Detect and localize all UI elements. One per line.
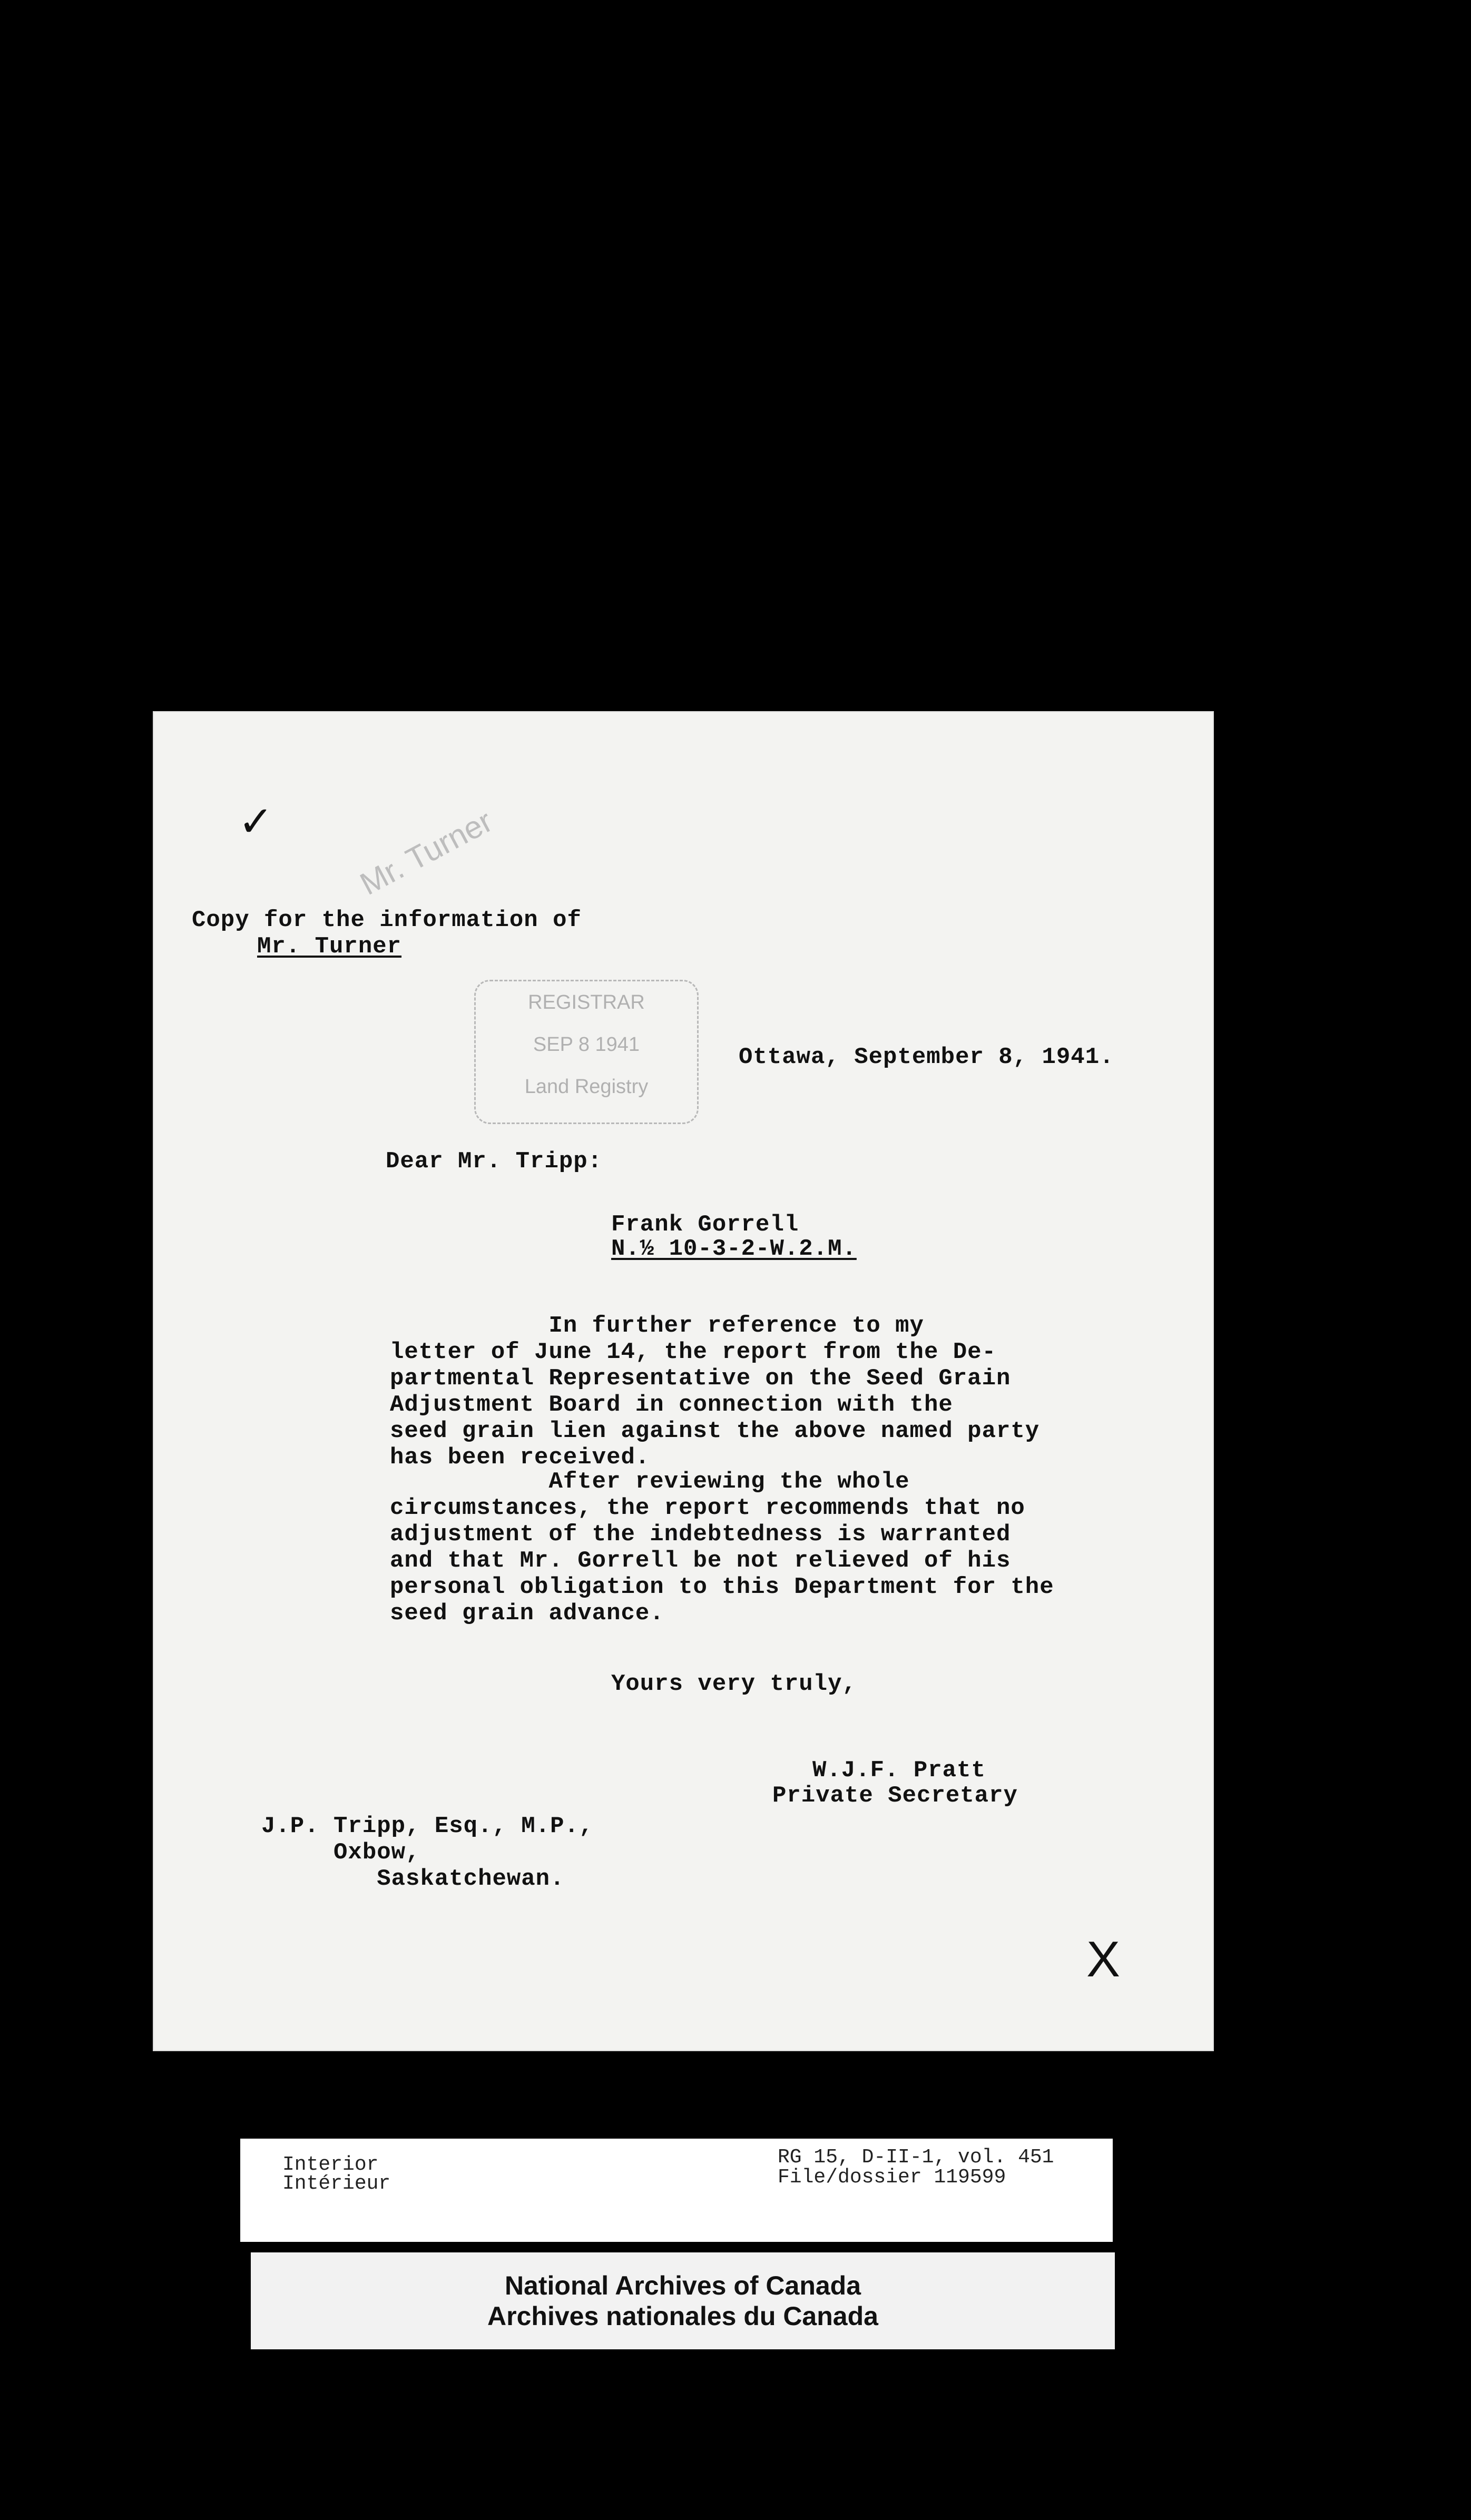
signer-title: Private Secretary (772, 1783, 1018, 1809)
recipient-address (261, 1813, 593, 1892)
paragraph-2 (390, 1469, 1054, 1627)
paragraph-1-line: In further reference to my (390, 1313, 924, 1339)
closing: Yours very truly, (611, 1671, 857, 1697)
dept-en: Interior (282, 2153, 379, 2176)
paragraph-2-line: personal obligation to this Department for the (390, 1574, 1054, 1600)
banner-en: National Archives of Canada (504, 2271, 861, 2300)
paragraph-1-line: has been received. (390, 1444, 650, 1471)
paragraph-2-line: circumstances, the report recommends that no (390, 1495, 1025, 1521)
paragraph-1 (390, 1313, 1039, 1471)
handwritten-note: Mr. Turner (354, 803, 498, 902)
subject-land: N.½ 10-3-2-W.2.M. (611, 1236, 857, 1262)
check-mark-icon: ✓ (238, 798, 274, 845)
paragraph-1-line: partmental Representative on the Seed Grain (390, 1365, 1011, 1392)
paragraph-1-line: Adjustment Board in connection with the (390, 1392, 953, 1418)
banner-fr: Archives nationales du Canada (487, 2301, 878, 2331)
paragraph-2-line: seed grain advance. (390, 1600, 664, 1627)
paragraph-1-line: seed grain lien against the above named party (390, 1418, 1040, 1444)
stamp-line-3: Land Registry (524, 1076, 649, 1098)
address-line: J.P. Tripp, Esq., M.P., (261, 1813, 594, 1839)
address-line: Saskatchewan. (261, 1866, 565, 1892)
stamp-line-1: REGISTRAR (528, 991, 645, 1013)
registry-stamp (474, 980, 699, 1124)
copy-name: Mr. Turner (257, 933, 402, 960)
corner-mark: X (1086, 1931, 1121, 1987)
copy-line: Copy for the information of (192, 907, 582, 933)
paragraph-1-line: letter of June 14, the report from the De- (390, 1339, 996, 1365)
subject-name: Frank Gorrell (611, 1212, 799, 1238)
dept-fr: Intérieur (282, 2172, 391, 2195)
ref-line-1: RG 15, D-II-1, vol. 451 (778, 2146, 1054, 2169)
archive-reference-label (240, 2139, 1113, 2242)
signer-name: W.J.F. Pratt (812, 1757, 986, 1784)
paragraph-2-line: and that Mr. Gorrell be not relieved of his (390, 1548, 1011, 1574)
ref-line-2: File/dossier 119599 (778, 2166, 1006, 2189)
letter-page (154, 712, 1213, 2050)
paragraph-2-line: adjustment of the indebtedness is warranted (390, 1521, 1011, 1548)
salutation: Dear Mr. Tripp: (386, 1148, 603, 1175)
date-line: Ottawa, September 8, 1941. (739, 1044, 1114, 1070)
archive-banner (251, 2252, 1115, 2349)
paragraph-2-line: After reviewing the whole (390, 1469, 910, 1495)
address-line: Oxbow, (261, 1839, 420, 1866)
stamp-line-2: SEP 8 1941 (533, 1033, 640, 1056)
